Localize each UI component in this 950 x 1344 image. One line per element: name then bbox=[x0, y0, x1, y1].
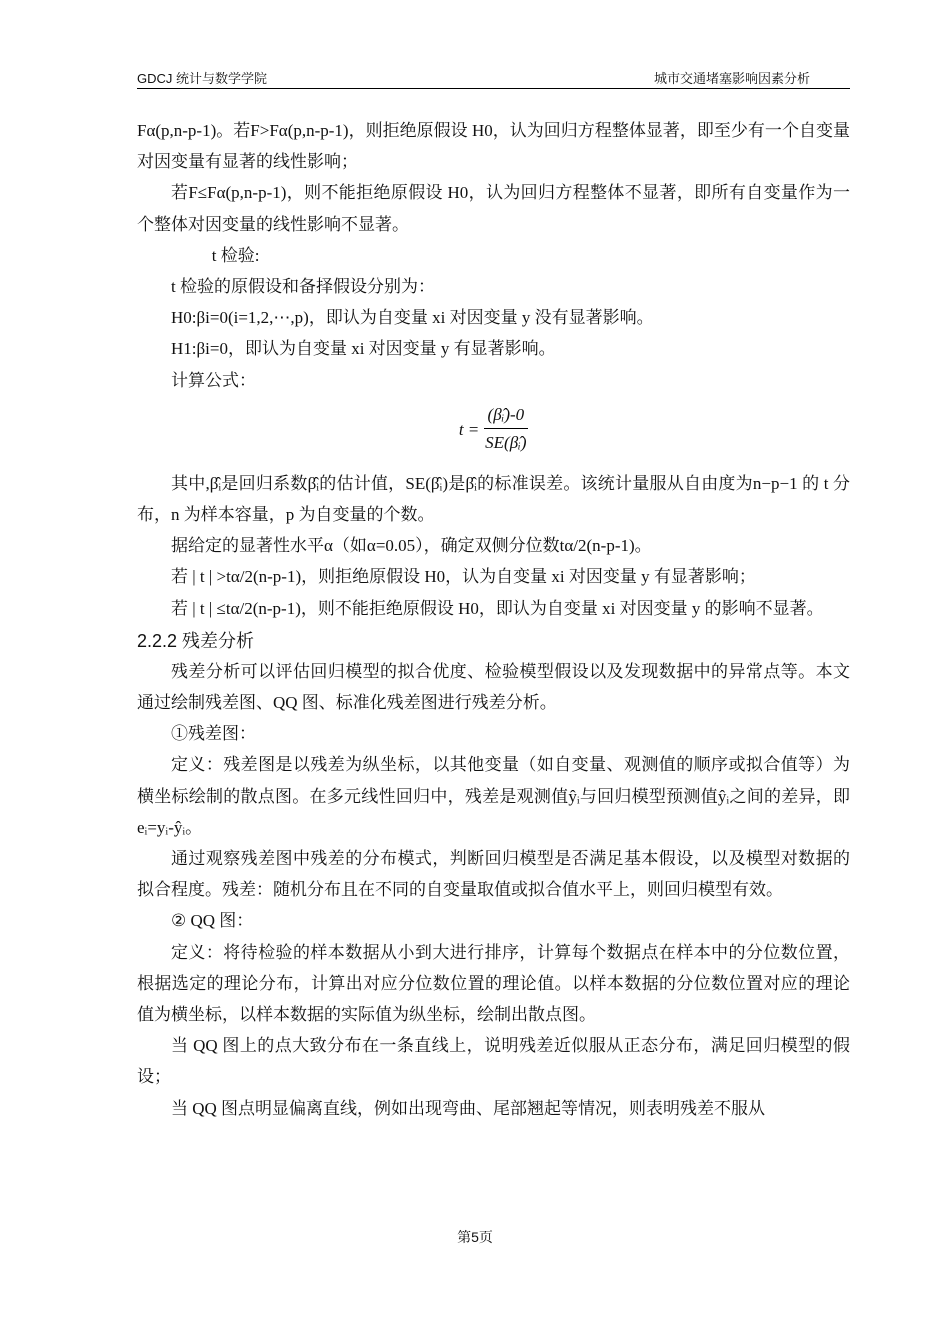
formula-denominator: SE(β̂ᵢ) bbox=[485, 432, 527, 452]
paragraph-h0: H0:βi=0(i=1,2,⋯,p)，即认为自变量 xi 对因变量 y 没有显著影响。 bbox=[171, 308, 654, 328]
page-body bbox=[137, 115, 850, 1124]
paragraph-f-test-accept: 若F≤Fα(p,n-p-1)，则不能拒绝原假设 H0，认为回归方程整体不显著，即所有自变量作为一个整体对因变量的线性影响不显著。 bbox=[137, 183, 850, 234]
formula-lhs: t = bbox=[458, 419, 480, 439]
paragraph-significance: 据给定的显著性水平α（如α=0.05），确定双侧分位数tα/2(n-p-1)。 bbox=[171, 536, 652, 556]
page-header bbox=[137, 68, 850, 89]
header-title: 城市交通堵塞影响因素分析 bbox=[653, 71, 810, 86]
paragraph-h1: H1:βi=0，即认为自变量 xi 对因变量 y 有显著影响。 bbox=[171, 339, 556, 359]
page-number: 第5页 bbox=[457, 1229, 493, 1245]
paragraph-residual-observe: 通过观察残差图中残差的分布模式，判断回归模型是否满足基本假设，以及模型对数据的拟合程度。残差：随机分布且在不同的自变量取值或拟合值水平上，则回归模型有效。 bbox=[137, 849, 850, 900]
t-statistic-formula bbox=[137, 402, 850, 466]
paragraph-qq-normal: 当 QQ 图上的点大致分布在一条直线上，说明残差近似服从正态分布，满足回归模型的假设； bbox=[137, 1036, 850, 1087]
paragraph-t-accept: 若 | t | ≤tα/2(n-p-1)，则不能拒绝原假设 H0，即认为自变量 xi 对因变量 y 的影响不显著。 bbox=[171, 598, 824, 618]
paragraph-residual-intro: 残差分析可以评估回归模型的拟合优度、检验模型假设以及发现数据中的异常点等。本文通过绘制残差图、QQ 图、标准化残差图进行残差分析。 bbox=[137, 661, 850, 713]
section-heading: 2.2.2 残差分析 bbox=[137, 630, 255, 651]
paragraph-estimate-def: 其中,β̂ᵢ是回归系数β̂ᵢ的估计值，SE(β̂ᵢ)是β̂ᵢ的标准误差。该统计量服从自由度为n−p−1 的 t 分布，n 为样本容量，p 为自变量的个数。 bbox=[137, 473, 850, 525]
subheading-t-test: t 检验: bbox=[211, 245, 260, 265]
paragraph-f-test-reject: Fα(p,n-p-1)。若F>Fα(p,n-p-1)，则拒绝原假设 H0，认为回归方程整体显著，即至少有一个自变量对因变量有显著的线性影响； bbox=[137, 121, 850, 172]
paragraph-t-reject: 若 | t | >tα/2(n-p-1)，则拒绝原假设 H0，认为自变量 xi 对因变量 y 有显著影响； bbox=[171, 567, 756, 587]
paragraph-formula-label: 计算公式： bbox=[171, 370, 256, 390]
paragraph-residual-def: 定义：残差图是以残差为纵坐标，以其他变量（如自变量、观测值的顺序或拟合值等）为横坐标绘制的散点图。在多元线性回归中，残差是观测值ŷᵢ与回归模型预测值ŷᵢ之间的差异，即eᵢ=yᵢ-ŷᵢ。 bbox=[137, 755, 850, 837]
paragraph-qq-def: 定义：将待检验的样本数据从小到大进行排序，计算每个数据点在样本中的分位数位置，根据选定的理论分布，计算出对应分位数位置的理论值。以样本数据的分位数位置对应的理论值为横坐标，以样本数据的实际值为纵坐标，绘制出散点图。 bbox=[137, 942, 850, 1025]
subheading-residual-plot: ①残差图： bbox=[171, 724, 256, 744]
formula-numerator: (β̂ᵢ)-0 bbox=[484, 402, 529, 429]
formula-fraction bbox=[484, 402, 529, 457]
header-institution: GDCJ 统计与数学学院 bbox=[137, 71, 268, 86]
paragraph-t-hypotheses: t 检验的原假设和备择假设分别为： bbox=[171, 277, 435, 297]
paragraph-qq-deviate: 当 QQ 图点明显偏离直线，例如出现弯曲、尾部翘起等情况，则表明残差不服从 bbox=[171, 1098, 766, 1118]
subheading-qq-plot: ② QQ 图： bbox=[171, 911, 254, 931]
